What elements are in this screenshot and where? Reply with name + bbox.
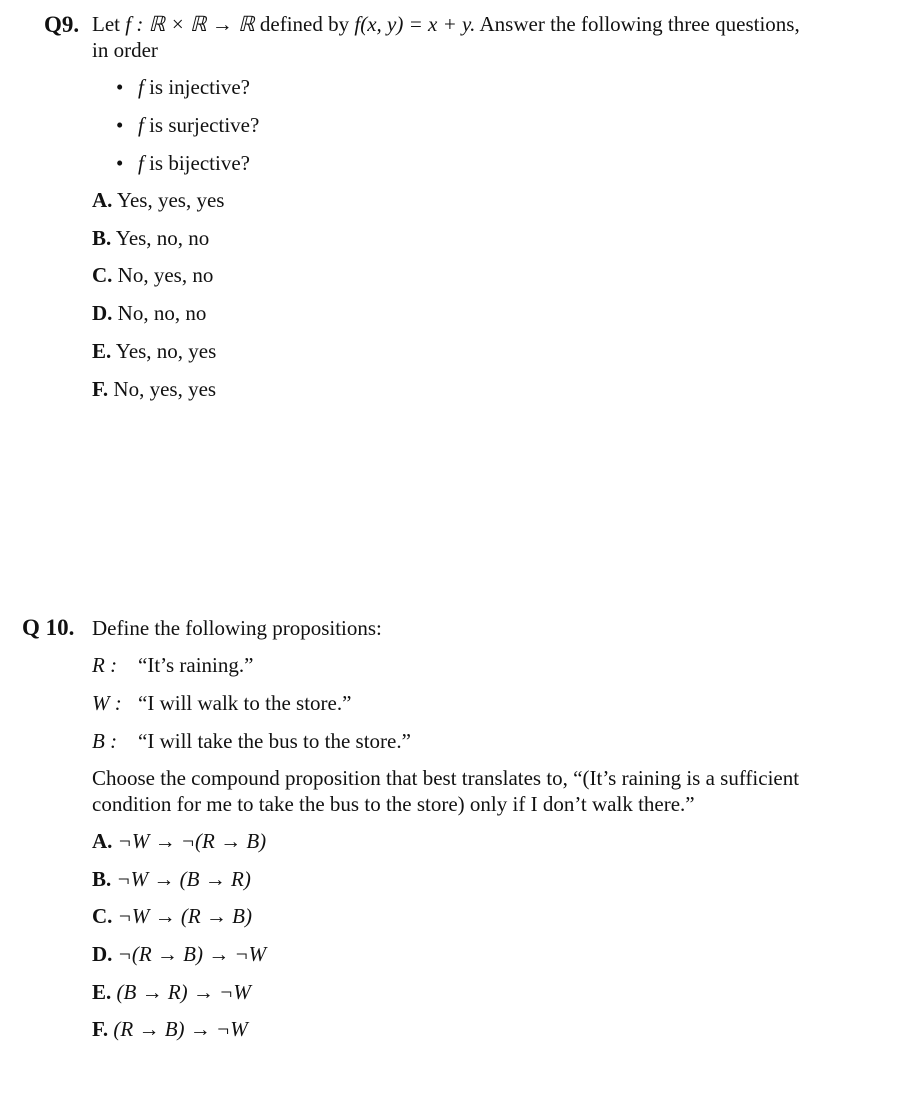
q10-option-d (92, 942, 266, 967)
option-text: No, yes, yes (113, 377, 217, 401)
option-letter: F. (92, 1017, 109, 1041)
definition-var: W : (92, 691, 122, 715)
option-text: Yes, no, no (115, 226, 210, 250)
bullet-var: f (138, 113, 144, 137)
definition-text: “I will take the bus to the store.” (138, 729, 411, 753)
q9-bullet-bijective (116, 151, 250, 176)
option-formula: ¬W → ¬(R → B) (117, 829, 267, 853)
q10-definition-w (92, 691, 351, 716)
option-formula: ¬(R → B) → ¬W (117, 942, 267, 966)
q10-option-c (92, 904, 252, 929)
q10-label: Q 10. (22, 615, 75, 640)
bullet-dot-icon: • (116, 113, 124, 137)
bullet-text: is bijective? (149, 151, 250, 175)
q9-stem-let: Let (92, 12, 120, 36)
option-letter: A. (92, 829, 113, 853)
q9-stem-line1 (92, 12, 800, 37)
q10-intro: Define the following propositions: (92, 616, 382, 640)
q10-prompt-line2: condition for me to take the bus to the store) only if I don’t walk there.” (92, 792, 695, 816)
option-text: No, no, no (117, 301, 207, 325)
q9-bullet-injective (116, 75, 250, 100)
option-letter: C. (92, 904, 113, 928)
q10-option-e (92, 980, 251, 1005)
q9-stem-defined-by: defined by (259, 12, 350, 36)
option-letter: F. (92, 377, 109, 401)
q9-option-e (92, 339, 216, 364)
q9-stem-line2: in order (92, 38, 158, 62)
q10-definition-r (92, 653, 253, 678)
q10-definition-b (92, 729, 411, 754)
option-letter: C. (92, 263, 113, 287)
bullet-dot-icon: • (116, 151, 124, 175)
q9-stem-math-mapping: f : ℝ × ℝ → ℝ (125, 12, 255, 36)
option-letter: D. (92, 942, 113, 966)
q9-stem-math-function: f(x, y) = x + y. (354, 12, 476, 36)
option-letter: A. (92, 188, 113, 212)
option-formula: (B → R) → ¬W (116, 980, 251, 1004)
q10-prompt-line1: Choose the compound proposition that best translates to, “(It’s raining is a sufficient (92, 766, 800, 790)
option-formula: ¬W → (B → R) (116, 867, 251, 891)
q10-option-a (92, 829, 266, 854)
option-letter: E. (92, 339, 112, 363)
option-text: Yes, yes, yes (116, 188, 225, 212)
option-letter: B. (92, 226, 112, 250)
bullet-text: is surjective? (149, 113, 260, 137)
bullet-dot-icon: • (116, 75, 124, 99)
option-formula: ¬W → (R → B) (117, 904, 252, 928)
definition-var: R : (92, 653, 118, 677)
q9-option-c (92, 263, 213, 288)
q9-stem-instruction: Answer the following three questions, (479, 12, 800, 36)
q9-option-f (92, 377, 216, 402)
option-letter: E. (92, 980, 112, 1004)
q10-option-b (92, 867, 251, 892)
definition-text: “It’s raining.” (138, 653, 254, 677)
q9-option-d (92, 301, 206, 326)
bullet-var: f (138, 75, 144, 99)
q9-option-a (92, 188, 224, 213)
bullet-var: f (138, 151, 144, 175)
q9-label: Q9. (44, 12, 80, 37)
definition-var: B : (92, 729, 118, 753)
bullet-text: is injective? (149, 75, 250, 99)
q9-bullet-surjective (116, 113, 259, 138)
option-text: No, yes, no (117, 263, 214, 287)
option-formula: (R → B) → ¬W (113, 1017, 248, 1041)
definition-text: “I will walk to the store.” (138, 691, 352, 715)
q9-option-b (92, 226, 209, 251)
option-letter: B. (92, 867, 112, 891)
option-letter: D. (92, 301, 113, 325)
q10-option-f (92, 1017, 248, 1042)
option-text: Yes, no, yes (115, 339, 217, 363)
